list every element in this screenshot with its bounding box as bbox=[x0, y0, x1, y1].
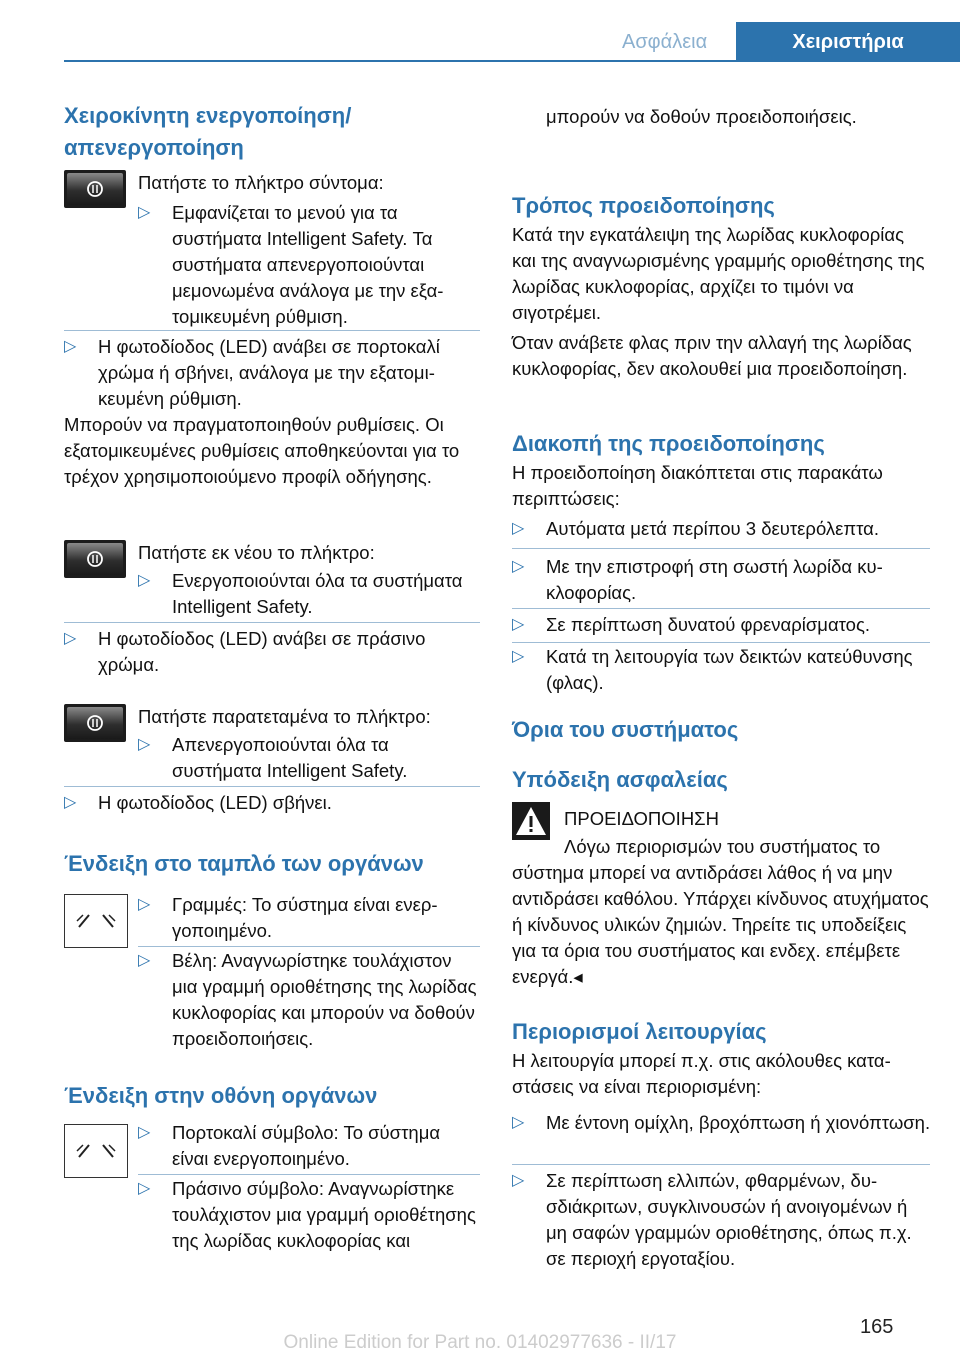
heading-function-limits: Περιορισμοί λειτουργίας bbox=[512, 1019, 767, 1044]
bullet-triangle-icon: ▷ bbox=[64, 338, 77, 355]
limits-paragraph: Η λειτουργία μπορεί π.χ. στις ακόλουθες καταστάσεις να είναι περιορισμένη: bbox=[512, 1050, 891, 1097]
divider bbox=[138, 1174, 480, 1175]
bullet-triangle-icon: ▷ bbox=[138, 952, 151, 969]
list-item: ▷ Με την επιστροφή στη σωστή λωρίδα κυκλοφορίας. bbox=[512, 556, 883, 603]
press-again-text: Πατήστε εκ νέου το πλήκτρο: bbox=[138, 542, 375, 563]
list-item: ▷ Βέλη: Αναγνωρίστηκε τουλάχιστον μια γραμμή οριοθέτησης της λωρίδας κυκλοφορίας και μπορούν να δοθούν προειδοποιήσεις. bbox=[138, 950, 477, 1049]
list-item: ▷ Ενεργοποιούνται όλα τα συστήματα Intelligent Safety. bbox=[138, 570, 463, 617]
heading-warning-interruption: Διακοπή της προειδοποίησης bbox=[512, 431, 825, 456]
bullet-triangle-icon: ▷ bbox=[512, 1114, 525, 1131]
divider bbox=[512, 608, 930, 609]
list-item: ▷ Σε περίπτωση ελλιπών, φθαρμένων, δυσδιάκριτων, συγκλινουσών ή ανοιγομένων ή μη σαφών γραμμών οριοθέτησης, όπως π.χ. σε περιοχή εργοταξίου. bbox=[512, 1170, 912, 1269]
list-item: ▷ Κατά τη λειτουργία των δεικτών κατεύθυνσης (φλας). bbox=[512, 646, 913, 693]
list-item: ▷ Σε περίπτωση δυνατού φρεναρίσματος. bbox=[512, 612, 932, 638]
settings-paragraph: Μπορούν να πραγματοποιηθούν ρυθμίσεις. Οι εξατομικευμένες ρυθμίσεις αποθηκεύονται για το τρέχον χρησιμοποιούμενο προφίλ οδήγησης. bbox=[64, 414, 460, 487]
heading-manual-toggle: Χειροκίνητη ενεργοποίηση/ απενεργοποίηση bbox=[64, 103, 352, 160]
list-item: ▷ Γραμμές: Το σύστημα είναι ενεργοποιημένο. bbox=[138, 894, 438, 941]
divider bbox=[64, 786, 480, 787]
bullet-triangle-icon: ▷ bbox=[138, 1180, 151, 1197]
press-short-text: Πατήστε το πλήκτρο σύντομα: bbox=[138, 172, 384, 193]
divider bbox=[138, 946, 480, 947]
bullet-triangle-icon: ▷ bbox=[138, 896, 151, 913]
footer-edition: Online Edition for Part no. 01402977636 - II/17 bbox=[283, 1332, 677, 1353]
list-item: ▷ Η φωτοδίοδος (LED) ανάβει σε πορτοκαλί χρώμα ή σβήνει, ανάλογα με την εξατομικευμένη ρύθμιση. bbox=[64, 336, 440, 409]
heading-instrument-display: Ένδειξη στην οθόνη οργάνων bbox=[64, 1083, 378, 1108]
interruption-paragraph: Η προειδοποίηση διακόπτεται στις παρακάτω περιπτώσεις: bbox=[512, 462, 883, 509]
tab-safety[interactable]: Ασφάλεια bbox=[622, 31, 708, 53]
list-item: ▷ Απενεργοποιούνται όλα τα συστήματα Intelligent Safety. bbox=[138, 734, 408, 781]
heading-dashboard-indicator: Ένδειξη στο ταμπλό των οργάνων bbox=[64, 851, 424, 876]
page-number: 165 bbox=[860, 1316, 894, 1338]
bullet-triangle-icon: ▷ bbox=[138, 1124, 151, 1141]
list-item: ▷ Η φωτοδίοδος (LED) σβήνει. bbox=[64, 790, 478, 816]
lane-lines-symbol-icon bbox=[64, 1124, 128, 1178]
list-item: ▷ Πορτοκαλί σύμβολο: Το σύστημα είναι ενεργοποιημένο. bbox=[138, 1122, 441, 1169]
divider bbox=[64, 330, 480, 331]
heading-system-limits: Όρια του συστήματος bbox=[512, 717, 739, 742]
bullet-triangle-icon: ▷ bbox=[512, 520, 525, 537]
divider bbox=[512, 1164, 930, 1165]
bullet-triangle-icon: ▷ bbox=[138, 736, 151, 753]
bullet-triangle-icon: ▷ bbox=[138, 204, 151, 221]
bullet-triangle-icon: ▷ bbox=[512, 558, 525, 575]
tab-controls[interactable]: Χειριστήρια bbox=[736, 22, 960, 62]
divider bbox=[64, 622, 480, 623]
warning-method-paragraph: Κατά την εγκατάλειψη της λωρίδας κυκλοφορίας και της αναγνωρισμένης γραμμής οριοθέτησης της λωρίδας κυκλοφορίας, αρχίζει το τιμόνι να σιγοτρέμει. bbox=[512, 224, 925, 323]
safety-button-icon bbox=[64, 704, 126, 742]
turn-signal-paragraph: Όταν ανάβετε φλας πριν την αλλαγή της λωρίδας κυκλοφορίας, δεν ακολουθεί μια προειδοποίηση. bbox=[512, 332, 912, 379]
safety-button-icon bbox=[64, 540, 126, 578]
bullet-triangle-icon: ▷ bbox=[64, 794, 77, 811]
bullet-triangle-icon: ▷ bbox=[512, 648, 525, 665]
lane-lines-symbol-icon bbox=[64, 894, 128, 948]
bullet-triangle-icon: ▷ bbox=[64, 630, 77, 647]
header-rule bbox=[64, 60, 960, 62]
list-item: ▷ Εμφανίζεται το μενού για τα συστήματα Intelligent Safety. Τα συστήματα απενεργοποιούνται μεμονωμένα ανάλογα με την εξατομικευμένη ρύθμιση. bbox=[138, 202, 444, 327]
list-item: ▷ Με έντονη ομίχλη, βροχόπτωση ή χιονόπτωση. bbox=[512, 1110, 932, 1136]
warning-title: ΠΡΟΕΙΔΟΠΟΙΗΣΗ bbox=[564, 808, 719, 829]
bullet-triangle-icon: ▷ bbox=[512, 616, 525, 633]
press-long-text: Πατήστε παρατεταμένα το πλήκτρο: bbox=[138, 706, 431, 727]
divider bbox=[512, 548, 930, 549]
continued-text: μπορούν να δοθούν προειδοποιήσεις. bbox=[546, 106, 857, 127]
bullet-triangle-icon: ▷ bbox=[138, 572, 151, 589]
divider bbox=[512, 642, 930, 643]
list-item: ▷ Πράσινο σύμβολο: Αναγνωρίστηκε τουλάχιστον μια γραμμή οριοθέτησης της λωρίδας κυκλοφορίας και bbox=[138, 1178, 476, 1251]
list-item: ▷ Η φωτοδίοδος (LED) ανάβει σε πράσινο χρώμα. bbox=[64, 628, 426, 675]
heading-safety-note: Υπόδειξη ασφαλείας bbox=[512, 767, 728, 792]
list-item: ▷ Αυτόματα μετά περίπου 3 δευτερόλεπτα. bbox=[512, 516, 932, 542]
safety-button-icon bbox=[64, 170, 126, 208]
warning-text: Λόγω περιορισμών του συστήματος το σύστημα μπορεί να αντιδράσει λάθος ή να μην αντιδράσει καθόλου. Υπάρχει κίνδυνος ατυχήματος ή κίνδυνος υλικών ζημιών. Τηρείτε τις υποδείξεις για τα όρια του συστήματος και ενδεχ. επέμβετε ενεργά.◂ bbox=[512, 836, 929, 987]
bullet-triangle-icon: ▷ bbox=[512, 1172, 525, 1189]
heading-warning-method: Τρόπος προειδοποίησης bbox=[512, 193, 775, 218]
